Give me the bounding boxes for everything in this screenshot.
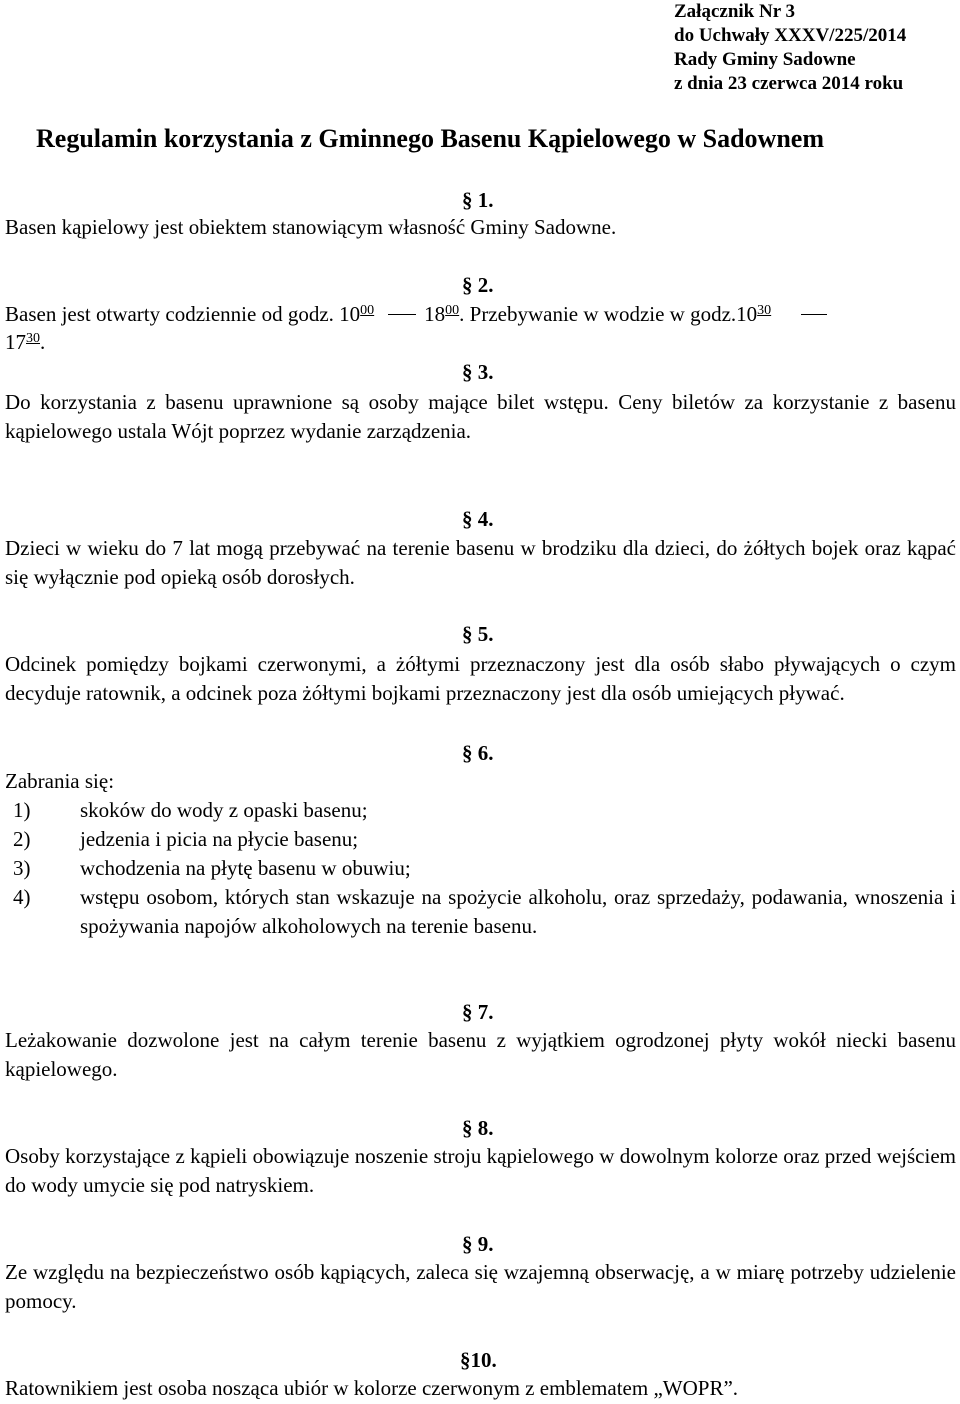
section-8-text: Osoby korzystające z kąpieli obowiązuje noszenie stroju kąpielowego w dowolnym kolorze oraz przed wejściem do wody umycie się pod natryskiem.: [5, 1144, 956, 1197]
section-7-heading: [462, 998, 494, 1027]
minutes-superscript: 00: [360, 303, 375, 318]
section-number: 5.: [477, 622, 494, 646]
section-number: 3.: [477, 360, 494, 384]
section-4-text: Dzieci w wieku do 7 lat mogą przebywać na terenie basenu w brodziku dla dzieci, do żółtych bojek oraz kąpać się wyłącznie pod opieką osób dorosłych.: [5, 536, 956, 589]
section-4-heading: [462, 505, 494, 534]
section-7-text: Leżakowanie dozwolone jest na całym terenie basenu z wyjątkiem ogrodzonej płyty wokół niecki basenu kąpielowego.: [5, 1028, 956, 1081]
section-sign: §: [462, 741, 473, 765]
section-number: 9.: [477, 1232, 494, 1256]
section-8-heading: [462, 1114, 494, 1143]
list-item: [5, 883, 956, 941]
section-2-heading: [462, 271, 494, 300]
closing-hour: 18: [424, 302, 446, 326]
section-2-text-cont: [5, 328, 45, 357]
section-number: 2.: [477, 273, 494, 297]
minutes-superscript: 30: [26, 331, 40, 346]
opening-hours-text: Basen jest otwarty codziennie od godz. 10: [5, 302, 361, 326]
period: .: [40, 330, 46, 354]
list-item-text: wchodzenia na płytę basenu w obuwiu;: [80, 856, 411, 880]
section-10-text: Ratownikiem jest osoba nosząca ubiór w kolorze czerwonym z emblematem „WOPR”.: [5, 1376, 739, 1400]
section-number: 6.: [477, 741, 494, 765]
prohibitions-list: [5, 796, 956, 941]
section-9-heading: [462, 1230, 494, 1259]
list-item: [5, 854, 956, 883]
attachment-header: [674, 0, 906, 96]
header-line-1: Załącznik Nr 3: [674, 1, 796, 22]
header-line-3: Rady Gminy Sadowne: [674, 49, 856, 70]
section-6-intro: Zabrania się:: [5, 769, 115, 793]
section-5-text: Odcinek pomiędzy bojkami czerwonymi, a żółtymi przeznaczony jest dla osób słabo pływających o czym decyduje ratownik, a odcinek poza żółtymi bojkami przeznaczony jest dla osób umiejących pływać.: [5, 652, 956, 705]
minutes-superscript: 00: [445, 303, 460, 318]
section-number: 1.: [477, 188, 494, 212]
list-number: 3): [13, 856, 31, 880]
minutes-superscript: 30: [757, 303, 772, 318]
list-item-text: skoków do wody z opaski basenu;: [80, 798, 368, 822]
water-end-hour: 17: [5, 330, 26, 354]
list-item-text: wstępu osobom, których stan wskazuje na spożycie alkoholu, oraz sprzedaży, podawania, wnoszenia i spożywania napojów alkoholowych na terenie basenu.: [80, 885, 956, 938]
section-sign: §: [462, 273, 473, 297]
list-item: [5, 825, 956, 854]
section-1-heading: [462, 186, 494, 215]
range-dash: [801, 314, 827, 315]
document-title: Regulamin korzystania z Gminnego Basenu Kąpielowego w Sadownem: [36, 124, 824, 153]
list-number: 4): [13, 885, 31, 909]
section-sign: §: [462, 622, 473, 646]
section-1-text: Basen kąpielowy jest obiektem stanowiącym własność Gminy Sadowne.: [5, 215, 617, 239]
list-item: [5, 796, 956, 825]
section-3-heading: [462, 358, 494, 387]
header-line-4: z dnia 23 czerwca 2014 roku: [674, 73, 904, 94]
section-number: 8.: [477, 1116, 494, 1140]
section-number: 10.: [470, 1348, 497, 1372]
section-sign: §: [462, 1232, 473, 1256]
header-line-2: do Uchwały XXXV/225/2014: [674, 25, 907, 46]
list-item-text: jedzenia i picia na płycie basenu;: [80, 827, 359, 851]
section-sign: §: [462, 507, 473, 531]
section-6-heading: [462, 739, 494, 768]
section-2-text: [5, 300, 956, 329]
section-sign: §: [460, 1348, 471, 1372]
section-5-heading: [462, 620, 494, 649]
section-sign: §: [462, 1000, 473, 1024]
list-number: 1): [13, 798, 31, 822]
water-hours-text: . Przebywanie w wodzie w godz.10: [459, 302, 758, 326]
section-sign: §: [462, 1116, 473, 1140]
section-9-text: Ze względu na bezpieczeństwo osób kąpiących, zaleca się wzajemną obserwację, a w miarę potrzeby udzielenie pomocy.: [5, 1260, 956, 1313]
list-number: 2): [13, 827, 31, 851]
section-sign: §: [462, 360, 473, 384]
section-number: 7.: [477, 1000, 494, 1024]
range-dash: [388, 314, 416, 315]
section-10-heading: [460, 1346, 497, 1375]
section-3-text: Do korzystania z basenu uprawnione są osoby mające bilet wstępu. Ceny biletów za korzystanie z basenu kąpielowego ustala Wójt poprzez wydanie zarządzenia.: [5, 390, 956, 443]
section-sign: §: [462, 188, 473, 212]
section-number: 4.: [477, 507, 494, 531]
